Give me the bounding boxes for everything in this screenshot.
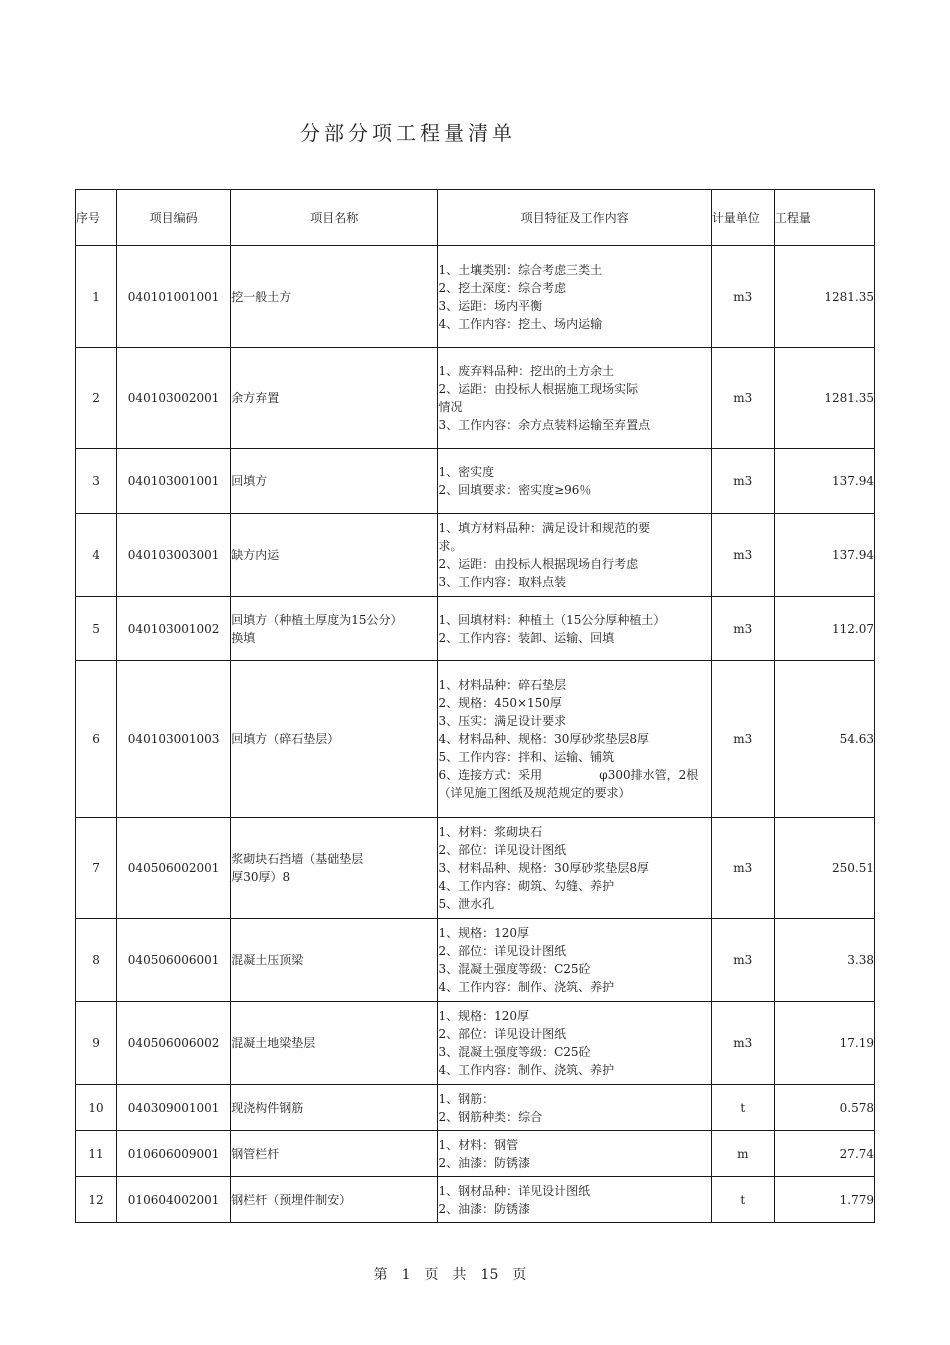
cell-qty: 1281.35 (774, 348, 874, 449)
cell-features: 1、钢筋： 2、钢筋种类：综合 (438, 1085, 711, 1131)
table-row (76, 1085, 875, 1131)
cell-qty: 1.779 (774, 1177, 874, 1223)
cell-name: 现浇构件钢筋 (231, 1085, 438, 1131)
cell-name: 缺方内运 (231, 514, 438, 597)
cell-code: 040103001002 (117, 597, 231, 661)
cell-name: 钢管栏杆 (231, 1131, 438, 1177)
header-code: 项目编码 (117, 190, 231, 246)
cell-unit: m3 (711, 597, 774, 661)
cell-features: 1、密实度 2、回填要求：密实度≥96％ (438, 449, 711, 514)
cell-code: 040309001001 (117, 1085, 231, 1131)
cell-seq: 7 (76, 818, 117, 919)
cell-name: 混凝土地梁垫层 (231, 1002, 438, 1085)
cell-qty: 1281.35 (774, 246, 874, 348)
cell-code: 010604002001 (117, 1177, 231, 1223)
cell-features: 1、回填材料：种植土（15公分厚种植土） 2、工作内容：装卸、运输、回填 (438, 597, 711, 661)
cell-unit: t (711, 1177, 774, 1223)
cell-code: 040101001001 (117, 246, 231, 348)
cell-features: 1、规格：120厚 2、部位：详见设计图纸 3、混凝土强度等级：C25砼 4、工作内容：制作、浇筑、养护 (438, 919, 711, 1002)
cell-qty: 112.07 (774, 597, 874, 661)
cell-seq: 2 (76, 348, 117, 449)
cell-features: 1、材料：浆砌块石 2、部位：详见设计图纸 3、材料品种、规格：30厚砂浆垫层8厚 4、工作内容：砌筑、勾缝、养护 5、泄水孔 (438, 818, 711, 919)
table-row (76, 1131, 875, 1177)
cell-name: 混凝土压顶梁 (231, 919, 438, 1002)
cell-seq: 5 (76, 597, 117, 661)
cell-name: 回填方（种植土厚度为15公分） 换填 (231, 597, 438, 661)
cell-seq: 10 (76, 1085, 117, 1131)
cell-seq: 12 (76, 1177, 117, 1223)
cell-unit: m3 (711, 246, 774, 348)
cell-qty: 54.63 (774, 661, 874, 818)
cell-name: 回填方（碎石垫层） (231, 661, 438, 818)
header-row (76, 190, 875, 246)
cell-code: 040103001001 (117, 449, 231, 514)
bill-of-quantities-table (75, 189, 875, 1223)
cell-unit: m3 (711, 1002, 774, 1085)
cell-features: 1、规格：120厚 2、部位：详见设计图纸 3、混凝土强度等级：C25砼 4、工作内容：制作、浇筑、养护 (438, 1002, 711, 1085)
cell-unit: m3 (711, 661, 774, 818)
cell-code: 040103003001 (117, 514, 231, 597)
cell-unit: t (711, 1085, 774, 1131)
cell-seq: 11 (76, 1131, 117, 1177)
cell-name: 浆砌块石挡墙（基础垫层 厚30厚）8 (231, 818, 438, 919)
cell-code: 040103002001 (117, 348, 231, 449)
cell-qty: 137.94 (774, 514, 874, 597)
cell-features: 1、填方材料品种：满足设计和规范的要 求。 2、运距：由投标人根据现场自行考虑 3、工作内容：取料点装 (438, 514, 711, 597)
cell-name: 挖一般土方 (231, 246, 438, 348)
cell-code: 040506006001 (117, 919, 231, 1002)
page-footer: 第 1 页 共 15 页 (373, 1267, 527, 1283)
table-row (76, 919, 875, 1002)
cell-unit: m3 (711, 514, 774, 597)
cell-name: 余方弃置 (231, 348, 438, 449)
page-title: 分部分项工程量清单 (300, 121, 516, 145)
cell-seq: 4 (76, 514, 117, 597)
cell-seq: 9 (76, 1002, 117, 1085)
cell-seq: 1 (76, 246, 117, 348)
cell-features: 1、土壤类别：综合考虑三类土 2、挖土深度：综合考虑 3、运距：场内平衡 4、工作内容：挖土、场内运输 (438, 246, 711, 348)
cell-qty: 17.19 (774, 1002, 874, 1085)
cell-qty: 250.51 (774, 818, 874, 919)
table-row (76, 1002, 875, 1085)
table-row (76, 661, 875, 818)
cell-features: 1、材料品种：碎石垫层 2、规格：450×150厚 3、压实：满足设计要求 4、材料品种、规格：30厚砂浆垫层8厚 5、工作内容：拌和、运输、铺筑 6、连接方式：采用 φ300排水管，2根 （详见施工图纸及规范规定的要求） (438, 661, 711, 818)
cell-seq: 8 (76, 919, 117, 1002)
cell-qty: 27.74 (774, 1131, 874, 1177)
cell-seq: 6 (76, 661, 117, 818)
cell-unit: m (711, 1131, 774, 1177)
cell-code: 040506006002 (117, 1002, 231, 1085)
table-row (76, 348, 875, 449)
header-features: 项目特征及工作内容 (438, 190, 711, 246)
cell-code: 040103001003 (117, 661, 231, 818)
header-name: 项目名称 (231, 190, 438, 246)
cell-unit: m3 (711, 818, 774, 919)
cell-features: 1、钢材品种：详见设计图纸 2、油漆：防锈漆 (438, 1177, 711, 1223)
cell-name: 钢栏杆（预埋件制安） (231, 1177, 438, 1223)
table-row (76, 818, 875, 919)
header-seq: 序号 (76, 190, 117, 246)
table-row (76, 449, 875, 514)
cell-name: 回填方 (231, 449, 438, 514)
table-row (76, 514, 875, 597)
cell-features: 1、材料：钢管 2、油漆：防锈漆 (438, 1131, 711, 1177)
cell-features: 1、废弃料品种：挖出的土方余土 2、运距：由投标人根据施工现场实际 情况 3、工作内容：余方点装料运输至弃置点 (438, 348, 711, 449)
table-row (76, 597, 875, 661)
cell-qty: 0.578 (774, 1085, 874, 1131)
cell-unit: m3 (711, 348, 774, 449)
cell-code: 040506002001 (117, 818, 231, 919)
cell-qty: 3.38 (774, 919, 874, 1002)
cell-unit: m3 (711, 449, 774, 514)
cell-code: 010606009001 (117, 1131, 231, 1177)
cell-seq: 3 (76, 449, 117, 514)
header-unit: 计量单位 (711, 190, 774, 246)
table-row (76, 1177, 875, 1223)
cell-qty: 137.94 (774, 449, 874, 514)
header-qty: 工程量 (774, 190, 874, 246)
cell-unit: m3 (711, 919, 774, 1002)
table-row (76, 246, 875, 348)
